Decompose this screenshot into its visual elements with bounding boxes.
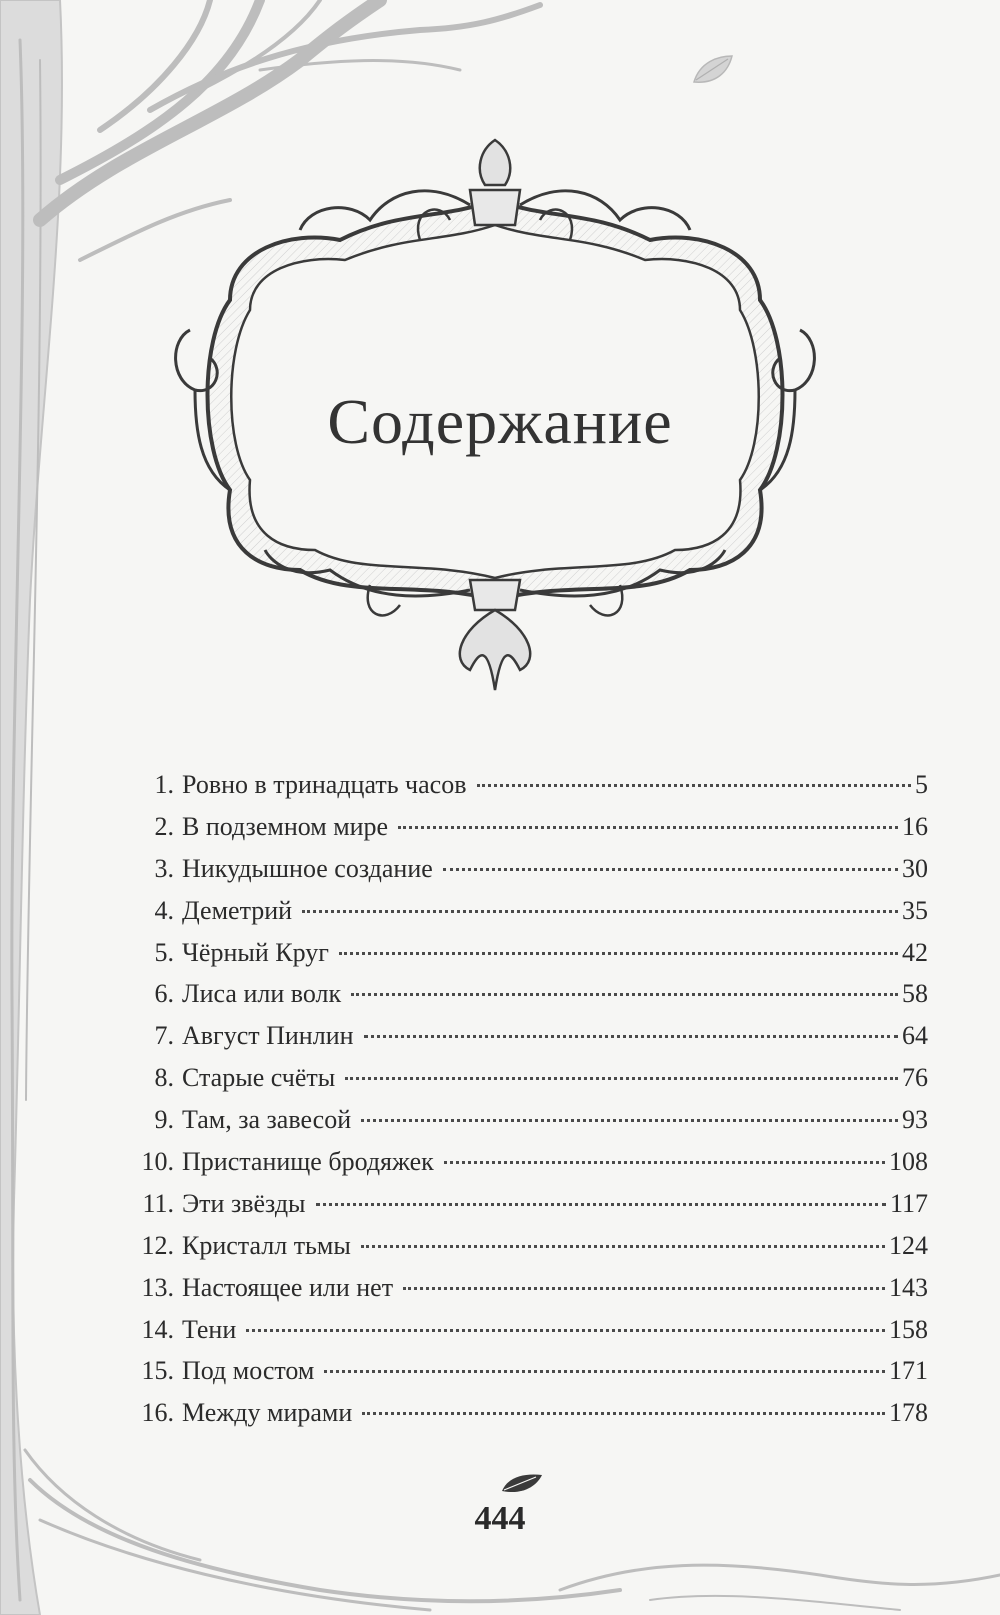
toc-entry — [128, 938, 928, 980]
page-title: Содержание — [327, 386, 673, 457]
leader-dots — [361, 1245, 885, 1248]
chapter-number: 10. — [141, 1147, 174, 1177]
chapter-title: Никудышное создание — [182, 853, 433, 883]
chapter-page: 117 — [889, 1188, 928, 1218]
chapter-number: 11. — [142, 1188, 174, 1218]
chapter-number: 15. — [141, 1356, 174, 1386]
toc-entry — [128, 896, 928, 938]
chapter-number: 7. — [154, 1021, 174, 1051]
chapter-page: 93 — [902, 1105, 928, 1135]
toc-entry — [128, 1021, 928, 1063]
chapter-number: 1. — [154, 770, 174, 799]
chapter-title: Чёрный Круг — [182, 937, 329, 967]
chapter-title: Эти звёзды — [182, 1188, 306, 1218]
toc-entry — [128, 1273, 928, 1315]
chapter-title: Между мирами — [182, 1398, 353, 1428]
chapter-title: Там, за завесой — [182, 1105, 352, 1135]
chapter-page: 5 — [915, 770, 928, 799]
chapter-page: 108 — [889, 1147, 928, 1177]
toc-entry — [128, 812, 928, 854]
toc-entry — [128, 1105, 928, 1147]
chapter-title: Деметрий — [182, 895, 293, 925]
toc-entry — [128, 770, 928, 812]
chapter-title: Ровно в тринадцать часов — [182, 770, 467, 799]
chapter-page: 16 — [902, 811, 928, 841]
leader-dots — [443, 868, 898, 871]
page-number: 444 — [474, 1500, 526, 1537]
chapter-number: 6. — [154, 979, 174, 1009]
chapter-title: Пристанище бродяжек — [182, 1147, 434, 1177]
toc-entry — [128, 1356, 928, 1398]
chapter-page: 158 — [889, 1314, 928, 1344]
chapter-page: 42 — [902, 937, 928, 967]
chapter-title: Старые счёты — [182, 1063, 336, 1093]
toc-entry — [128, 1189, 928, 1231]
leader-dots — [364, 1035, 898, 1038]
chapter-title: Настоящее или нет — [182, 1272, 394, 1302]
chapter-number: 8. — [154, 1063, 174, 1093]
chapter-title: Лиса или волк — [182, 979, 342, 1009]
leader-dots — [444, 1161, 885, 1164]
chapter-number: 13. — [141, 1272, 174, 1302]
leader-dots — [324, 1370, 885, 1373]
chapter-number: 16. — [141, 1398, 174, 1428]
leader-dots — [345, 1077, 898, 1080]
chapter-title: Тени — [182, 1314, 237, 1344]
leader-dots — [403, 1287, 885, 1290]
toc-entry — [128, 1063, 928, 1105]
chapter-page: 35 — [902, 895, 928, 925]
leader-dots — [316, 1203, 886, 1206]
chapter-page: 64 — [902, 1021, 928, 1051]
leader-dots — [339, 952, 898, 955]
leader-dots — [477, 784, 912, 787]
chapter-title: Август Пинлин — [182, 1021, 354, 1051]
chapter-number: 4. — [154, 895, 174, 925]
toc-entry — [128, 1315, 928, 1357]
leader-dots — [362, 1412, 885, 1415]
chapter-page: 76 — [902, 1063, 928, 1093]
chapter-title: В подземном мире — [182, 811, 389, 841]
chapter-number: 9. — [154, 1105, 174, 1135]
leaf-ornament-icon — [500, 1471, 544, 1495]
chapter-number: 3. — [154, 853, 174, 883]
chapter-page: 58 — [902, 979, 928, 1009]
chapter-page: 143 — [889, 1272, 928, 1302]
toc-entry — [128, 1398, 928, 1440]
leaf-icon — [690, 52, 736, 88]
chapter-page: 124 — [889, 1230, 928, 1260]
chapter-number: 14. — [141, 1314, 174, 1344]
chapter-number: 12. — [141, 1230, 174, 1260]
chapter-number: 2. — [154, 811, 174, 841]
leader-dots — [246, 1329, 885, 1332]
chapter-page: 178 — [889, 1398, 928, 1428]
leader-dots — [351, 993, 898, 996]
chapter-number: 5. — [154, 937, 174, 967]
toc-entry — [128, 979, 928, 1021]
leader-dots — [398, 826, 898, 829]
toc-entry — [128, 1147, 928, 1189]
chapter-page: 30 — [902, 853, 928, 883]
leader-dots — [302, 910, 898, 913]
toc-entry — [128, 1231, 928, 1273]
table-of-contents — [128, 770, 928, 1440]
leader-dots — [361, 1119, 898, 1122]
chapter-title: Кристалл тьмы — [182, 1230, 351, 1260]
toc-entry — [128, 854, 928, 896]
chapter-page: 171 — [889, 1356, 928, 1386]
chapter-title: Под мостом — [182, 1356, 315, 1386]
